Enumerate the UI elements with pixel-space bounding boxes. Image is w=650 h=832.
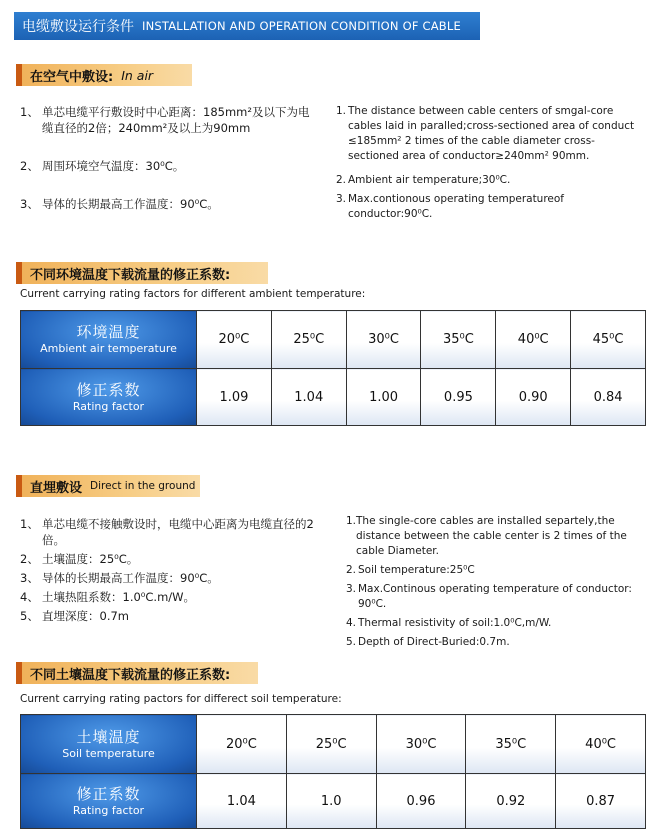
item-number: 3. (336, 193, 347, 205)
list-item (346, 514, 642, 559)
factor-cell: 1.00 (346, 369, 421, 426)
list-item (346, 582, 642, 612)
item-text: 土壤温度：25⁰C。 (42, 552, 139, 566)
item-number: 4、 (20, 590, 39, 604)
table-row (21, 715, 646, 774)
item-text: The distance between cable centers of smgal-core cables laid in paralled;cross-sectioned area of conduct ≤185mm² 2 times of the cable diameter cross-sectioned area of conductor≥240mm² 90mm. (348, 105, 635, 162)
item-number: 3、 (20, 197, 39, 211)
temp-cell: 40⁰C (556, 715, 646, 774)
list-item (336, 104, 640, 164)
page-title-bar (14, 12, 480, 40)
item-text: Ambient air temperature;30⁰C. (348, 174, 511, 186)
soil-temperature-header: 土壤温度 Soil temperature (21, 715, 197, 774)
section-tag-en: In air (121, 67, 154, 83)
rating-factor-header: 修正系数 Rating factor (21, 774, 197, 829)
item-text: 周围环境空气温度：30⁰C。 (42, 159, 185, 173)
table-row (21, 311, 646, 369)
item-text: Max.contionous operating temperatureof conductor:90⁰C. (348, 193, 565, 220)
air-cn-list (20, 104, 310, 212)
section-tag-in-air (16, 64, 192, 86)
section-tag-en: Direct in the ground (90, 480, 196, 492)
factor-cell: 0.95 (421, 369, 496, 426)
factor-cell: 0.90 (496, 369, 571, 426)
item-number: 1. (336, 105, 347, 117)
item-number: 5、 (20, 609, 39, 623)
table-row (21, 774, 646, 829)
temp-cell: 45⁰C (571, 311, 646, 369)
item-number: 2、 (20, 552, 39, 566)
item-number: 4. (346, 617, 357, 629)
list-item (346, 563, 642, 578)
item-number: 1. (346, 515, 357, 527)
temp-cell: 25⁰C (286, 715, 376, 774)
air-en-list (336, 104, 640, 222)
temp-cell: 20⁰C (197, 715, 287, 774)
item-text: 导体的长期最高工作温度：90⁰C。 (42, 197, 219, 211)
item-text: 导体的长期最高工作温度：90⁰C。 (42, 571, 219, 585)
list-item (20, 608, 320, 624)
list-item (20, 551, 320, 567)
temp-cell: 30⁰C (376, 715, 466, 774)
factor-cell: 0.92 (466, 774, 556, 829)
factor-cell: 1.04 (197, 774, 287, 829)
air-factor-title-text: 不同环境温度下载流量的修正系数: (30, 267, 231, 283)
factor-cell: 0.84 (571, 369, 646, 426)
section-tag-direct-ground (16, 475, 200, 497)
temp-cell: 25⁰C (271, 311, 346, 369)
ambient-temperature-header: 环境温度 Ambient air temperature (21, 311, 197, 369)
temp-cell: 20⁰C (197, 311, 272, 369)
item-text: The single-core cables are installed separtely,the distance between the cable center is 2 times of the cable Diameter. (356, 515, 627, 557)
list-item (20, 570, 320, 586)
rating-factor-header: 修正系数 Rating factor (21, 369, 197, 426)
list-item (20, 104, 310, 136)
item-number: 1、 (20, 517, 39, 531)
list-item (336, 192, 640, 222)
temp-cell: 30⁰C (346, 311, 421, 369)
table-row (21, 369, 646, 426)
item-text: Thermal resistivity of soil:1.0⁰C,m/W. (358, 617, 552, 629)
section-tag-cn: 直埋敷设 (30, 480, 83, 496)
item-text: 单芯电缆平行敷设时中心距离：185mm²及以下为电缆直径的2倍；240mm²及以上为90mm (42, 105, 310, 135)
page-title-en: INSTALLATION AND OPERATION CONDITION OF CABLE (142, 19, 461, 33)
air-factor-title (16, 262, 268, 284)
ground-cn-list (20, 516, 320, 624)
item-text: Depth of Direct-Buried:0.7m. (358, 636, 510, 648)
ground-factor-title-text: 不同土壤温度下载流量的修正系数: (30, 667, 231, 683)
list-item (20, 196, 310, 212)
list-item (336, 173, 640, 188)
list-item (20, 516, 320, 548)
air-rating-table (20, 310, 646, 426)
item-number: 5. (346, 636, 357, 648)
item-text: Max.Continous operating temperature of conductor: 90⁰C. (358, 583, 632, 610)
item-number: 3. (346, 583, 357, 595)
item-text: 单芯电缆不接触敷设时，电缆中心距离为电缆直径的2倍。 (42, 517, 314, 547)
item-number: 1、 (20, 105, 39, 119)
factor-cell: 0.96 (376, 774, 466, 829)
factor-cell: 0.87 (556, 774, 646, 829)
list-item (20, 589, 320, 605)
temp-cell: 35⁰C (421, 311, 496, 369)
item-number: 2. (346, 564, 357, 576)
item-number: 2、 (20, 159, 39, 173)
item-number: 3、 (20, 571, 39, 585)
ground-en-list (346, 514, 642, 650)
item-text: Soil temperature:25⁰C (358, 564, 475, 576)
ground-factor-caption: Current carrying rating pactors for differect soil temperature: (20, 693, 342, 705)
list-item (346, 616, 642, 631)
item-text: 直埋深度：0.7m (42, 609, 129, 623)
factor-cell: 1.04 (271, 369, 346, 426)
air-factor-caption: Current carrying rating factors for different ambient temperature: (20, 288, 366, 300)
factor-cell: 1.09 (197, 369, 272, 426)
factor-cell: 1.0 (286, 774, 376, 829)
item-text: 土壤热阻系数：1.0⁰C.m/W。 (42, 590, 196, 604)
temp-cell: 35⁰C (466, 715, 556, 774)
soil-rating-table (20, 714, 646, 829)
page-title-cn: 电缆敷设运行条件 (22, 19, 134, 35)
list-item (20, 158, 310, 174)
ground-factor-title (16, 662, 258, 684)
temp-cell: 40⁰C (496, 311, 571, 369)
list-item (346, 635, 642, 650)
item-number: 2. (336, 174, 347, 186)
section-tag-cn: 在空气中敷设: (30, 69, 114, 85)
